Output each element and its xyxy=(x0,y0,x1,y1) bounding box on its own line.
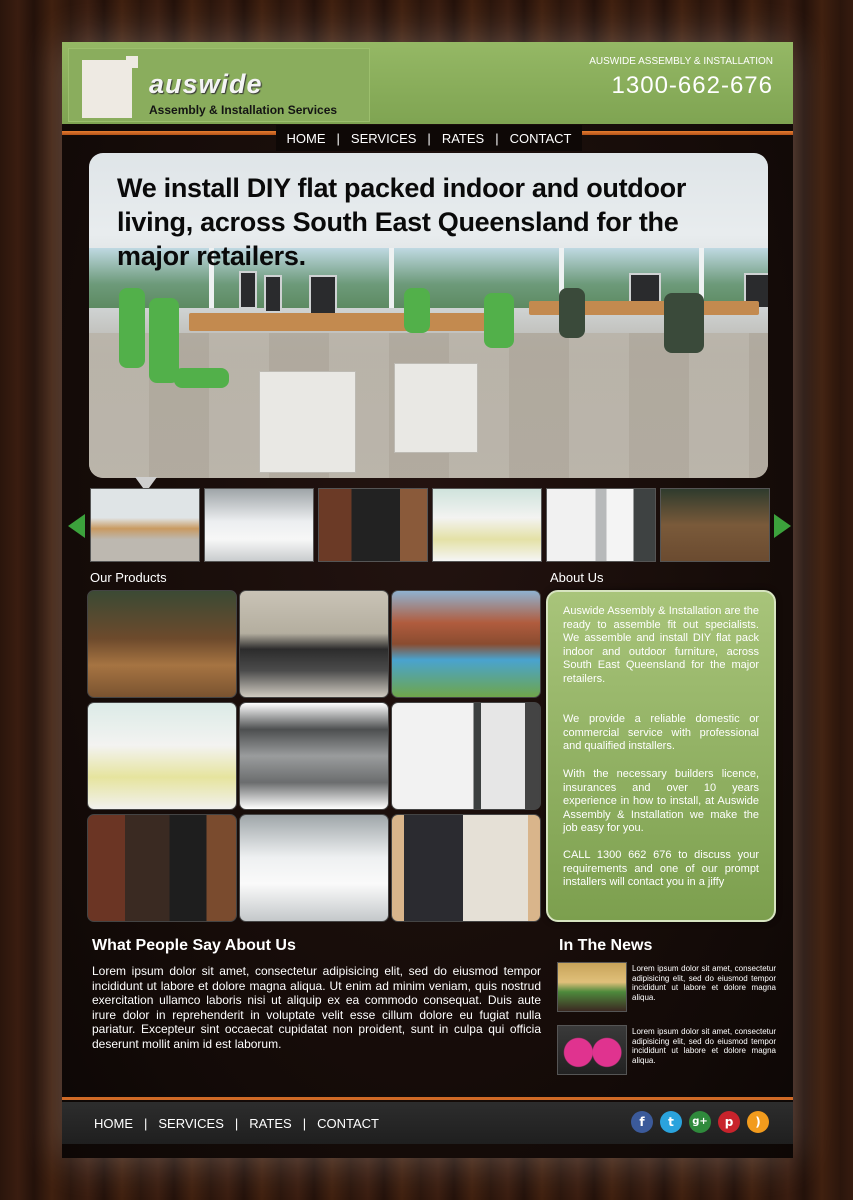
facebook-icon[interactable]: f xyxy=(631,1111,653,1133)
news-image[interactable] xyxy=(557,962,627,1012)
news-item[interactable] xyxy=(557,1025,779,1075)
footer-stripe xyxy=(62,1097,793,1100)
chair-shape xyxy=(559,288,585,338)
product-kitchen[interactable] xyxy=(239,814,389,922)
monitor-shape xyxy=(239,271,257,309)
chair-shape xyxy=(484,293,514,348)
products-title: Our Products xyxy=(90,570,167,585)
chair-shape xyxy=(174,368,229,388)
thumbnail-kitchen[interactable] xyxy=(204,488,314,562)
thumbnail-strip xyxy=(90,488,770,562)
desk-shape xyxy=(189,313,489,331)
twitter-icon[interactable]: t xyxy=(660,1111,682,1133)
chair-shape xyxy=(149,298,179,383)
news-image[interactable] xyxy=(557,1025,627,1075)
nav-separator: | xyxy=(234,1116,239,1131)
google-plus-icon[interactable]: g+ xyxy=(689,1111,711,1133)
product-home-gym[interactable] xyxy=(239,590,389,698)
chair-shape xyxy=(664,293,704,353)
product-outdoor-dining[interactable] xyxy=(87,590,237,698)
testimonials-title: What People Say About Us xyxy=(92,937,296,954)
page-container xyxy=(62,42,793,1158)
news-text: Lorem ipsum dolor sit amet, consectetur adipisicing elit, sed do eiusmod tempor incididunt ut labore et dolore magna aliqua. xyxy=(632,1027,776,1065)
cabinet-shape xyxy=(394,363,478,453)
nav-home[interactable]: HOME xyxy=(286,130,326,146)
nav-separator: | xyxy=(302,1116,307,1131)
product-kids-bed[interactable] xyxy=(87,702,237,810)
rss-icon[interactable]: ) xyxy=(747,1111,769,1133)
pinterest-icon[interactable]: p xyxy=(718,1111,740,1133)
product-play-set[interactable] xyxy=(391,590,541,698)
logo-name: auswide xyxy=(149,69,263,99)
footer-nav-services[interactable]: SERVICES xyxy=(158,1116,224,1131)
about-paragraph: With the necessary builders licence, insurances and over 10 years experience in how to install, at Auswide Assembly & Installation we make the job easy for you. xyxy=(563,768,759,834)
products-grid xyxy=(87,590,542,922)
about-panel xyxy=(546,590,776,922)
logo-mark-accent xyxy=(126,56,138,68)
news-text: Lorem ipsum dolor sit amet, consectetur adipisicing elit, sed do eiusmod tempor incididunt ut labore et dolore magna aliqua. xyxy=(632,964,776,1002)
thumbnail-bedroom[interactable] xyxy=(318,488,428,562)
nav-separator: | xyxy=(495,130,499,146)
nav-contact[interactable]: CONTACT xyxy=(509,130,572,146)
footer-nav-home[interactable]: HOME xyxy=(94,1116,133,1131)
company-name: AUSWIDE ASSEMBLY & INSTALLATION xyxy=(589,56,773,67)
logo-mark-icon xyxy=(82,60,132,118)
phone-number[interactable]: 1300-662-676 xyxy=(611,72,773,99)
product-bedroom[interactable] xyxy=(87,814,237,922)
product-bbq[interactable] xyxy=(239,702,389,810)
arrow-left-icon[interactable] xyxy=(68,514,85,538)
nav-separator: | xyxy=(427,130,431,146)
about-paragraph: Auswide Assembly & Installation are the ready to assemble fit out specialists. We assemble and install DIY flat pack indoor and outdoor furniture, across South East Queensland for the major retailers. xyxy=(563,605,759,685)
nav-separator: | xyxy=(144,1116,148,1131)
thumbnail-kids-bed[interactable] xyxy=(432,488,542,562)
hero-headline: We install DIY flat packed indoor and outdoor living, across South East Queensland for the major retailers. xyxy=(117,173,687,271)
monitor-shape xyxy=(629,273,661,303)
footer-nav xyxy=(94,1116,379,1131)
hero-banner[interactable] xyxy=(89,153,768,478)
nav-rates[interactable]: RATES xyxy=(441,130,485,146)
product-wardrobe[interactable] xyxy=(391,814,541,922)
arrow-right-icon[interactable] xyxy=(774,514,791,538)
thumbnail-shelving[interactable] xyxy=(546,488,656,562)
site-header xyxy=(62,42,793,124)
news-item[interactable] xyxy=(557,962,779,1012)
thumbnail-office[interactable] xyxy=(90,488,200,562)
about-title: About Us xyxy=(550,570,604,585)
footer-nav-rates[interactable]: RATES xyxy=(249,1116,292,1131)
logo[interactable] xyxy=(68,48,370,122)
about-paragraph: CALL 1300 662 676 to discuss your requirements and one of our prompt installers will contact you in a jiffy xyxy=(563,849,759,888)
testimonials-text: Lorem ipsum dolor sit amet, consectetur adipisicing elit, sed do eiusmod tempor incididunt ut labore et dolore magna aliqua. Ut enim ad minim veniam, quis nostrud exercitation ullamco laboris nisi ut aliquip ex ea commodo consequat. Duis aute irure dolor in reprehenderit in voluptate velit esse cillum dolore eu fugiat nulla pariatur. Excepteur sint occaecat cupidatat non proident, sunt in culpa qui officia deserunt mollit anim id est laborum. xyxy=(92,964,541,1051)
footer-nav-contact[interactable]: CONTACT xyxy=(317,1116,379,1131)
cabinet-shape xyxy=(259,371,356,473)
site-footer xyxy=(62,1102,793,1144)
main-nav xyxy=(276,125,582,151)
chair-shape xyxy=(119,288,145,368)
monitor-shape xyxy=(264,275,282,313)
logo-tagline: Assembly & Installation Services xyxy=(149,103,338,117)
thumbnail-outdoor[interactable] xyxy=(660,488,770,562)
nav-separator: | xyxy=(336,130,340,146)
product-shelving[interactable] xyxy=(391,702,541,810)
chair-shape xyxy=(404,288,430,333)
nav-services[interactable]: SERVICES xyxy=(350,130,417,146)
about-paragraph: We provide a reliable domestic or commercial service with professional and qualified installers. xyxy=(563,713,759,752)
news-title: In The News xyxy=(559,937,653,954)
